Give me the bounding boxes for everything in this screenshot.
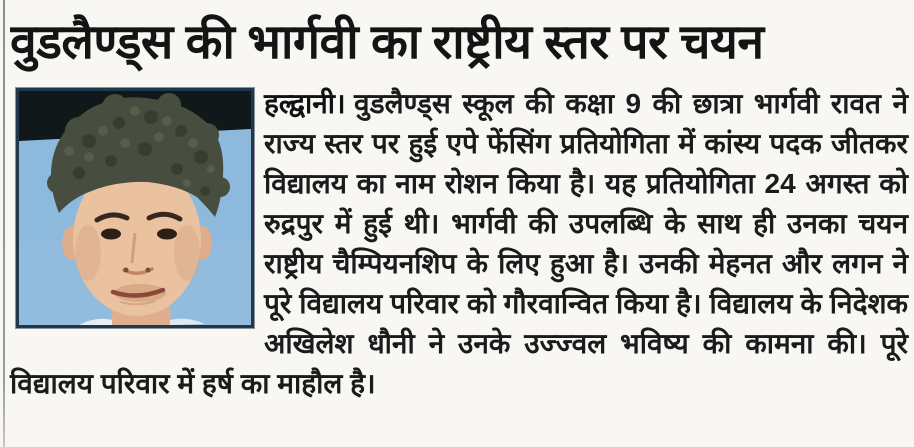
student-portrait-illustration	[19, 91, 251, 325]
student-photo	[16, 88, 254, 328]
article-body-text: वुडलैण्ड्स स्कूल की कक्षा 9 की छात्रा भार्गवी रावत ने राज्य स्तर पर हुई एपे फेंसिंग प्रतियोगिता में कांस्य पदक जीतकर विद्यालय का नाम रोशन किया है। यह प्रतियोगिता 24 अगस्त को रुद्रपुर में हुई थी। भार्गवी की उपलब्धि के साथ ही उनका चयन राष्ट्रीय चैम्पियनशिप के लिए हुआ है। उनकी मेहनत और लगन ने पूरे विद्यालय परिवार को गौरवान्वित किया है। विद्यालय के निदेशक अखिलेश धौनी ने उनके उज्ज्वल भविष्य की कामना की। पूरे विद्यालय परिवार में हर्ष का माहौल है।	[10, 88, 908, 400]
article-headline: वुडलैण्ड्स की भार्गवी का राष्ट्रीय स्तर पर चयन	[10, 16, 764, 69]
column-rule	[3, 0, 5, 447]
dateline: हल्द्वानी।	[264, 88, 346, 120]
